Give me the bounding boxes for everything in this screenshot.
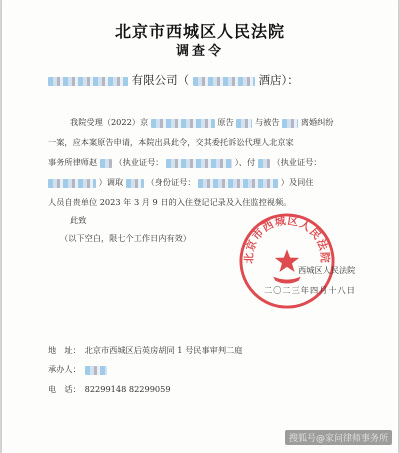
signing-court: 西城区人民法院 <box>298 265 356 275</box>
address-label: 地 址： <box>48 345 81 355</box>
license-label-2: （执业证号： <box>272 157 322 167</box>
lawyer-1-label: 事务所律师赵 <box>48 157 98 167</box>
retrieve-label: ）调取 <box>98 177 124 187</box>
address-value: 北京市西城区后英房胡同 1 号民事审判二庭 <box>84 345 243 355</box>
handler-line <box>48 364 107 375</box>
handler-label: 承办人： <box>48 364 81 374</box>
phone-label: 电 话： <box>48 384 81 394</box>
phone-line <box>48 384 171 395</box>
plaintiff-label: 原告 <box>217 117 234 127</box>
redacted-case-no <box>151 119 215 128</box>
defendant-label: 与被告 <box>254 117 280 127</box>
body-line-5: 人员自贵单位 2023 年 3 月 9 日的入住登记记录及入住监控视频。 <box>48 197 292 207</box>
watermark: 搜狐号@家问律师事务所 <box>285 430 392 445</box>
court-title: 北京市西城区人民法院 <box>114 22 285 41</box>
addressee-hotel: 酒店）： <box>258 73 299 87</box>
validity-note: （以下空白，限七个工作日内有效） <box>60 233 192 243</box>
address-line <box>48 345 242 356</box>
body-text: 一案，应本案原告申请，本院出具此令，交其委托诉讼代理人北京家 <box>48 137 294 147</box>
body-line-1 <box>70 112 334 132</box>
redacted-defendant <box>282 119 298 128</box>
document-page <box>2 0 398 453</box>
body-line-4 <box>48 172 314 192</box>
seal-star-icon <box>275 249 299 272</box>
redacted-license-1 <box>166 159 232 168</box>
id-label: （身份证号： <box>146 177 196 187</box>
signing-date: 二〇二三年四月十八日 <box>264 285 356 295</box>
cohabitant-label: ）及同住 <box>280 177 314 187</box>
body-line-3 <box>48 152 322 172</box>
lawyer-2-label: ）、付 <box>234 157 256 167</box>
seal-emblem-base <box>273 277 300 284</box>
phone-value: 82299148 82299059 <box>84 384 171 394</box>
addressee-line <box>48 72 299 88</box>
redacted-handler <box>85 366 107 375</box>
redacted-id <box>198 179 278 188</box>
case-type-text: 离婚纠纷 <box>300 117 334 127</box>
body-line-2 <box>48 132 294 152</box>
redacted-hotel <box>193 77 255 86</box>
redacted-plaintiff <box>236 119 252 128</box>
seal-arc-text: 北京市西城区人民法院 <box>242 214 332 264</box>
addressee-company: 有限公司（ <box>131 73 190 87</box>
license-label-1: （执业证号： <box>114 157 164 167</box>
redacted-lawyer-1 <box>100 159 112 168</box>
case-ref-text: 我院受理（2022）京 <box>70 117 149 127</box>
redacted-person <box>126 179 144 188</box>
redacted-lawyer-2 <box>258 159 270 168</box>
redacted-license-2 <box>48 179 96 188</box>
closing-text: 此致 <box>70 215 87 225</box>
redacted-company <box>48 77 128 86</box>
document-type-title: 调查令 <box>175 44 224 59</box>
